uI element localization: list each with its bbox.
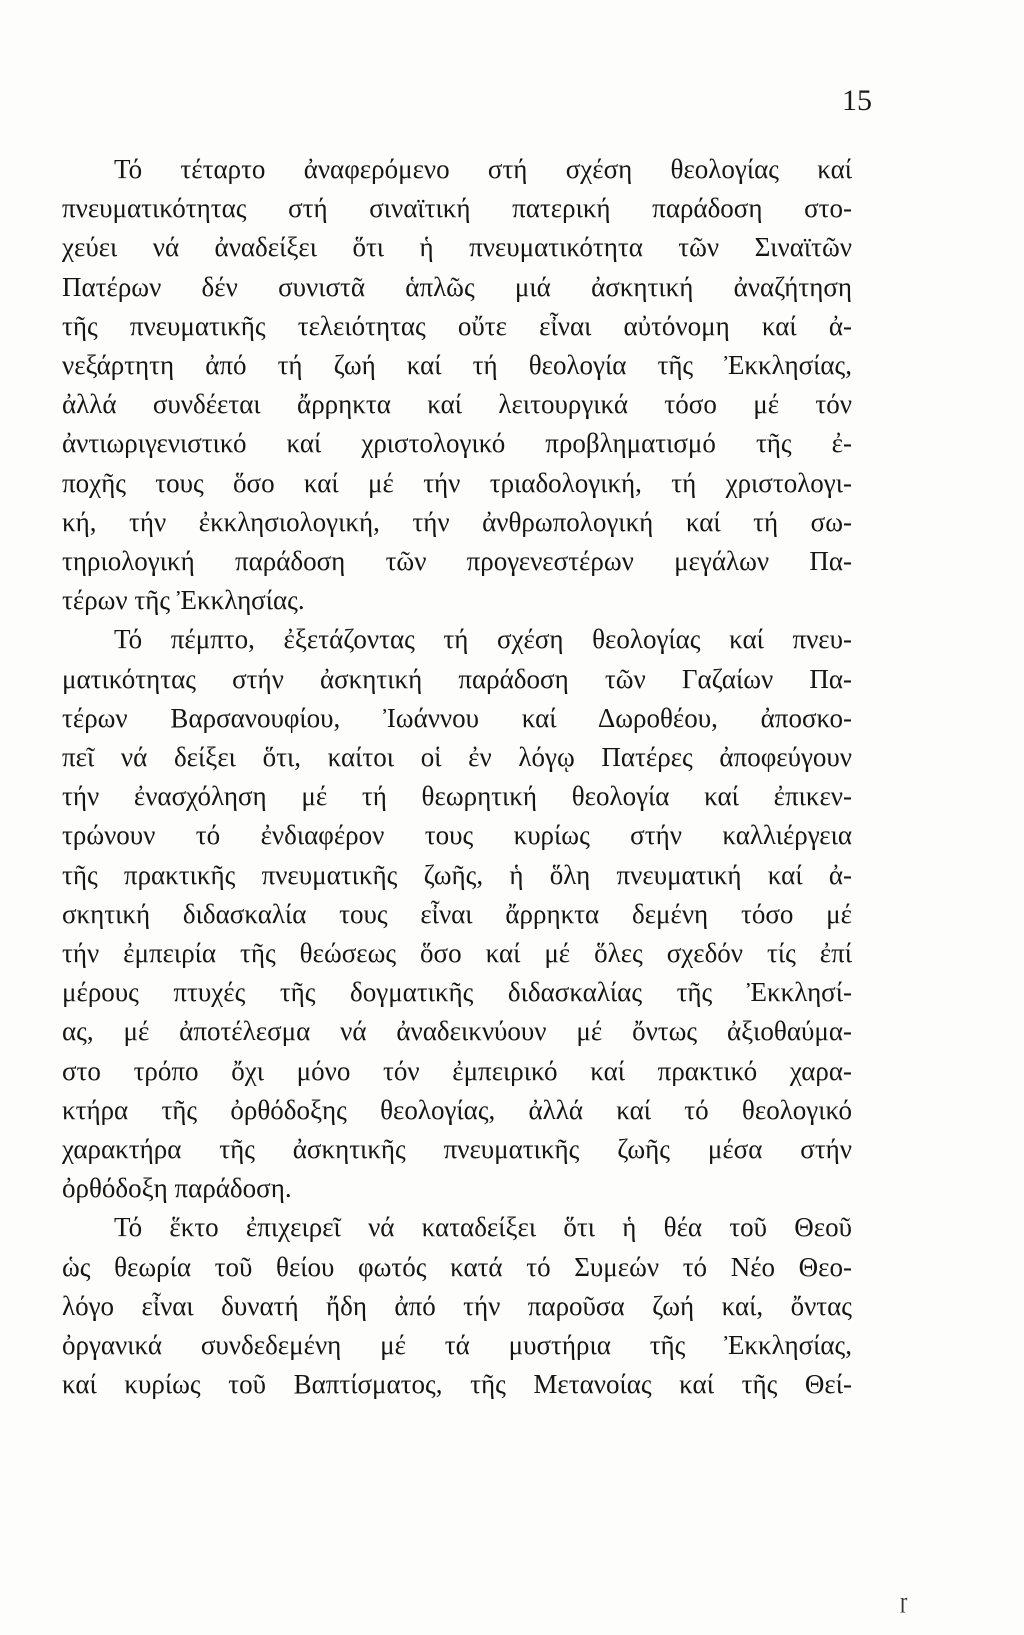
text-line: μέρους πτυχές τῆς δογματικῆς διδασκαλίας τῆς Ἐκκλησί-	[62, 977, 852, 1008]
text-line: λόγο εἶναι δυνατή ἤδη ἀπό τήν παροῦσα ζωή καί, ὄντας	[62, 1290, 852, 1321]
text-line: τήν ἐνασχόληση μέ τή θεωρητική θεολογία καί ἐπικεν-	[62, 781, 852, 812]
paragraph-3	[62, 1208, 852, 1404]
text-line: χαρακτήρα τῆς ἀσκητικῆς πνευματικῆς ζωῆς μέσα στήν	[62, 1134, 852, 1165]
text-line: ἀντιωριγενιστικό καί χριστολογικό προβληματισμό τῆς ἐ-	[62, 428, 852, 459]
text-line: χεύει νά ἀναδείξει ὅτι ἡ πνευματικότητα τῶν Σιναϊτῶν	[62, 232, 852, 263]
paragraph-1	[62, 150, 852, 620]
text-line: νεξάρτητη ἀπό τή ζωή καί τή θεολογία τῆς Ἐκκλησίας,	[62, 350, 852, 381]
text-line: Τό ἕκτο ἐπιχειρεῖ νά καταδείξει ὅτι ἡ θέα τοῦ Θεοῦ	[114, 1212, 852, 1243]
text-line: τήν ἐμπειρία τῆς θεώσεως ὅσο καί μέ ὅλες σχεδόν τίς ἐπί	[62, 938, 852, 969]
page-number: 15	[842, 84, 872, 117]
body-text	[62, 150, 852, 1405]
text-line: ἀλλά συνδέεται ἄρρηκτα καί λειτουργικά τόσο μέ τόν	[62, 389, 852, 420]
text-line: ὡς θεωρία τοῦ θείου φωτός κατά τό Συμεών τό Νέο Θεο-	[62, 1251, 852, 1282]
text-line: πεῖ νά δείξει ὅτι, καίτοι οἱ ἐν λόγῳ Πατέρες ἀποφεύγουν	[62, 742, 852, 773]
text-line: ματικότητας στήν ἀσκητική παράδοση τῶν Γαζαίων Πα-	[62, 663, 852, 694]
text-line: ας, μέ ἀποτέλεσμα νά ἀναδεικνύουν μέ ὄντως ἀξιοθαύμα-	[62, 1016, 852, 1047]
text-line: πνευματικότητας στή σιναϊτική πατερική παράδοση στο-	[62, 193, 852, 224]
text-line: καί κυρίως τοῦ Βαπτίσματος, τῆς Μετανοίας καί τῆς Θεί-	[62, 1369, 852, 1400]
text-line: στο τρόπο ὄχι μόνο τόν ἐμπειρικό καί πρακτικό χαρα-	[62, 1055, 852, 1086]
text-line: τῆς πνευματικῆς τελειότητας οὔτε εἶναι αὐτόνομη καί ἀ-	[62, 310, 852, 341]
text-line: τέρων Βαρσανουφίου, Ἰωάννου καί Δωροθέου, ἀποσκο-	[62, 702, 852, 733]
text-line: τέρων τῆς Ἐκκλησίας.	[62, 585, 305, 616]
text-line: Τό τέταρτο ἀναφερόμενο στή σχέση θεολογίας καί	[114, 154, 852, 184]
text-line: ὀρθόδοξη παράδοση.	[62, 1173, 292, 1204]
paragraph-2	[62, 620, 852, 1208]
text-line: σκητική διδασκαλία τους εἶναι ἄρρηκτα δεμένη τόσο μέ	[62, 898, 852, 929]
corner-mark: ɼ	[900, 1588, 908, 1613]
text-line: ὀργανικά συνδεδεμένη μέ τά μυστήρια τῆς Ἐκκλησίας,	[62, 1330, 852, 1361]
text-line: κή, τήν ἐκκλησιολογική, τήν ἀνθρωπολογική καί τή σω-	[62, 506, 852, 537]
text-line: Πατέρων δέν συνιστᾶ ἁπλῶς μιά ἀσκητική ἀναζήτηση	[62, 271, 852, 302]
text-line: Τό πέμπτο, ἐξετάζοντας τή σχέση θεολογίας καί πνευ-	[114, 624, 852, 655]
text-line: ποχῆς τους ὅσο καί μέ τήν τριαδολογική, τή χριστολογι-	[62, 467, 852, 498]
text-line: κτήρα τῆς ὀρθόδοξης θεολογίας, ἀλλά καί τό θεολογικό	[62, 1094, 852, 1125]
text-line: τῆς πρακτικῆς πνευματικῆς ζωῆς, ἡ ὅλη πνευματική καί ἀ-	[62, 859, 852, 890]
text-line: τηριολογική παράδοση τῶν προγενεστέρων μεγάλων Πα-	[62, 546, 852, 577]
text-line: τρώνουν τό ἐνδιαφέρον τους κυρίως στήν καλλιέργεια	[62, 820, 852, 851]
